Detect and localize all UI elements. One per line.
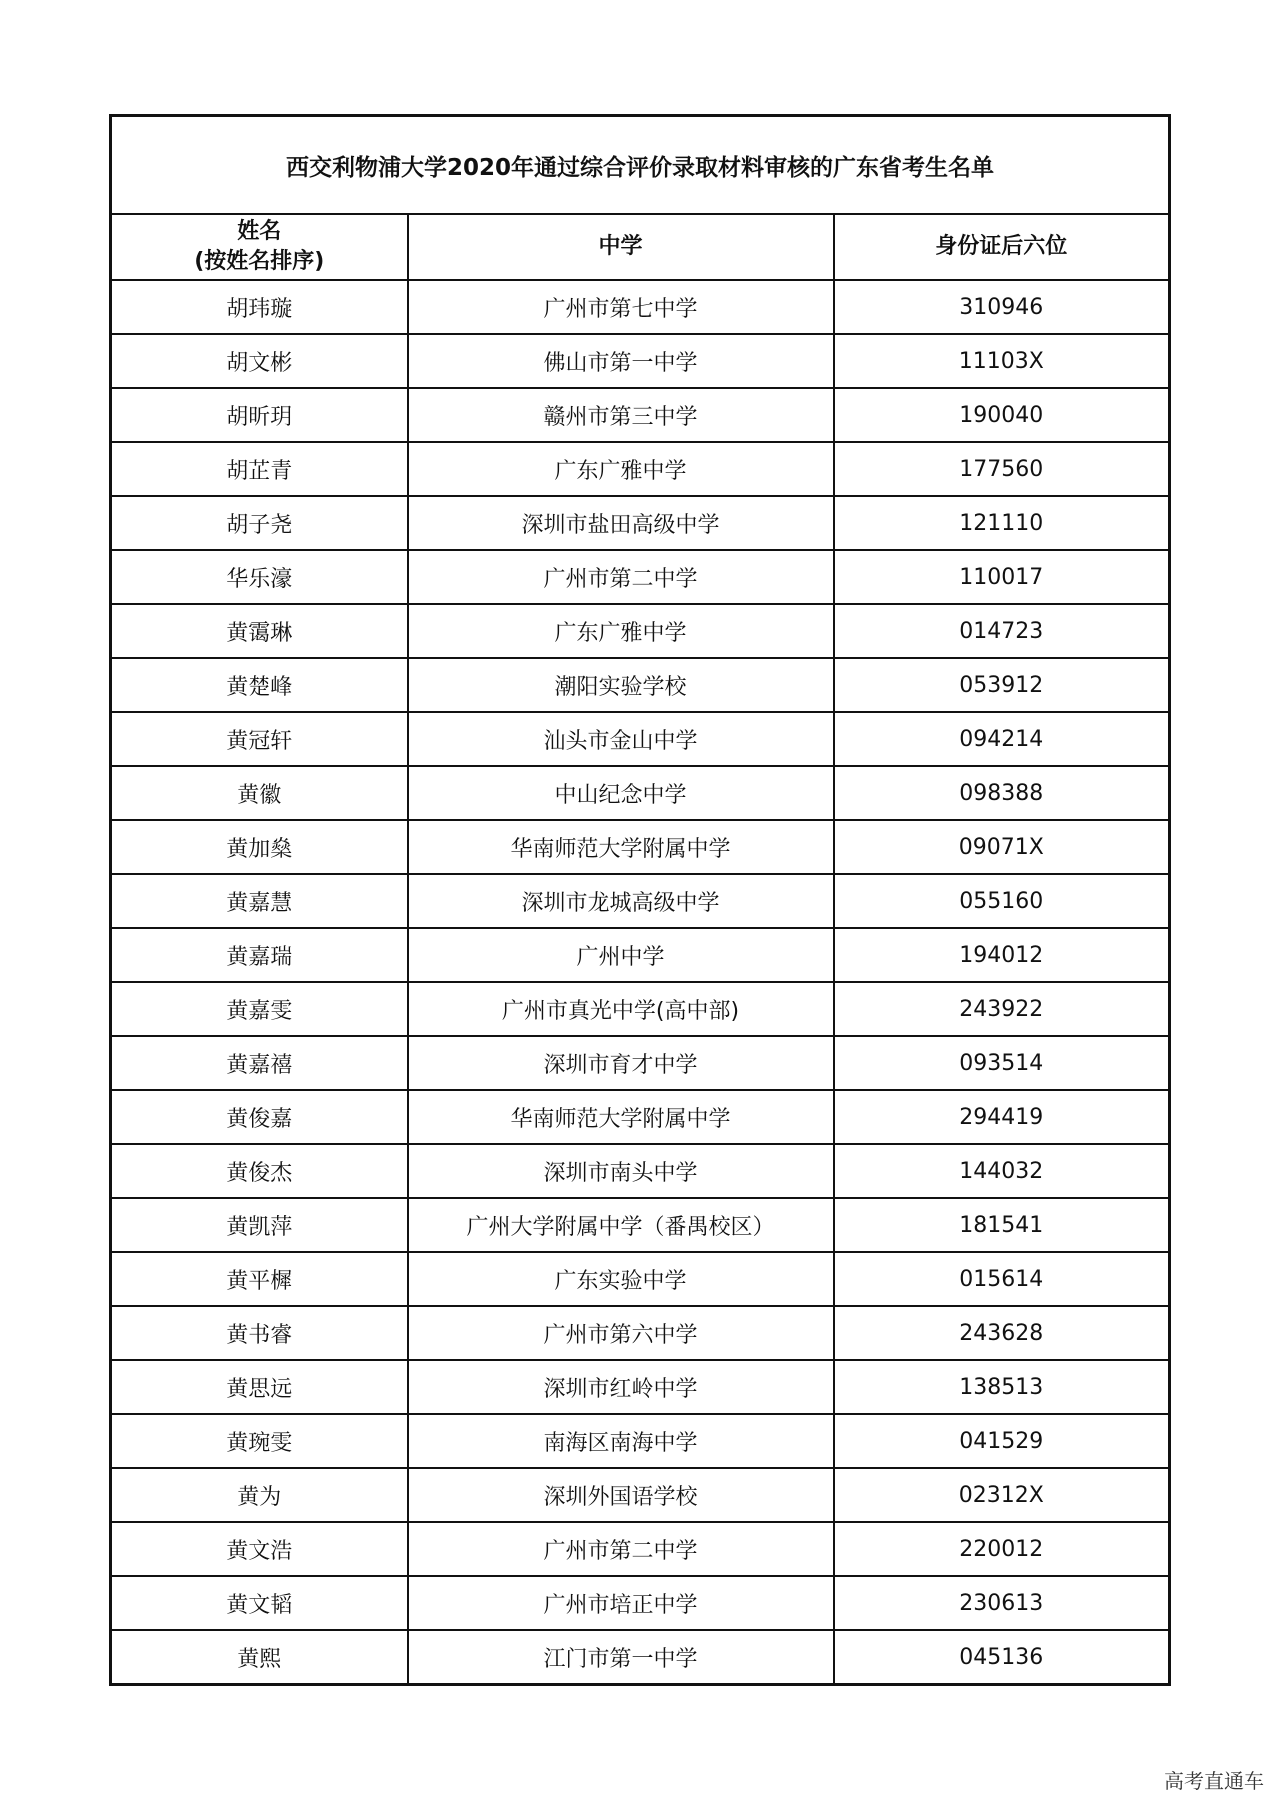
cell-name: 黄冠轩 [111,712,408,766]
cell-name: 黄嘉禧 [111,1036,408,1090]
cell-name: 黄文韬 [111,1576,408,1630]
table-row [111,982,1170,1036]
cell-id: 144032 [834,1144,1170,1198]
cell-id: 190040 [834,388,1170,442]
table-row [111,1144,1170,1198]
cell-name: 黄加燊 [111,820,408,874]
table-row [111,1198,1170,1252]
cell-name: 黄凯萍 [111,1198,408,1252]
cell-name: 黄平樨 [111,1252,408,1306]
cell-school: 广州市第二中学 [408,1522,834,1576]
cell-school: 广州市培正中学 [408,1576,834,1630]
cell-name: 黄俊嘉 [111,1090,408,1144]
header-row [111,214,1170,280]
header-name [111,214,408,280]
cell-school: 广东广雅中学 [408,604,834,658]
cell-name: 黄书睿 [111,1306,408,1360]
cell-school: 广州中学 [408,928,834,982]
cell-id: 181541 [834,1198,1170,1252]
cell-name: 黄楚峰 [111,658,408,712]
cell-school: 广州市第二中学 [408,550,834,604]
table-row [111,496,1170,550]
watermark: 高考直通车 [1164,1769,1264,1793]
cell-school: 广州市真光中学(高中部) [408,982,834,1036]
cell-school: 深圳市龙城高级中学 [408,874,834,928]
cell-school: 广州市第七中学 [408,280,834,334]
cell-id: 094214 [834,712,1170,766]
table-row [111,442,1170,496]
cell-id: 09071X [834,820,1170,874]
cell-school: 深圳市盐田高级中学 [408,496,834,550]
cell-name: 胡子尧 [111,496,408,550]
header-name-line2: (按姓名排序) [194,249,325,274]
table-row [111,1360,1170,1414]
header-name-line1: 姓名 [237,219,282,244]
cell-id: 093514 [834,1036,1170,1090]
header-id-last6: 身份证后六位 [834,214,1170,280]
table-row [111,1522,1170,1576]
cell-id: 194012 [834,928,1170,982]
cell-school: 汕头市金山中学 [408,712,834,766]
cell-id: 015614 [834,1252,1170,1306]
cell-school: 华南师范大学附属中学 [408,820,834,874]
cell-name: 黄嘉慧 [111,874,408,928]
cell-school: 深圳市红岭中学 [408,1360,834,1414]
table-row [111,1036,1170,1090]
cell-id: 310946 [834,280,1170,334]
table-row [111,334,1170,388]
cell-id: 121110 [834,496,1170,550]
cell-id: 041529 [834,1414,1170,1468]
cell-school: 华南师范大学附属中学 [408,1090,834,1144]
table-row [111,604,1170,658]
table-row [111,1468,1170,1522]
table-row [111,820,1170,874]
cell-name: 华乐濠 [111,550,408,604]
cell-id: 243922 [834,982,1170,1036]
table-row [111,1576,1170,1630]
table-row [111,388,1170,442]
cell-id: 053912 [834,658,1170,712]
cell-id: 11103X [834,334,1170,388]
cell-school: 深圳市育才中学 [408,1036,834,1090]
cell-name: 胡昕玥 [111,388,408,442]
cell-id: 045136 [834,1630,1170,1685]
cell-id: 098388 [834,766,1170,820]
table-row [111,712,1170,766]
cell-school: 深圳市南头中学 [408,1144,834,1198]
table-row [111,874,1170,928]
cell-id: 110017 [834,550,1170,604]
table-row [111,928,1170,982]
cell-school: 赣州市第三中学 [408,388,834,442]
header-school: 中学 [408,214,834,280]
cell-id: 055160 [834,874,1170,928]
table-row [111,766,1170,820]
cell-id: 220012 [834,1522,1170,1576]
cell-school: 广州市第六中学 [408,1306,834,1360]
cell-school: 广东广雅中学 [408,442,834,496]
cell-school: 广东实验中学 [408,1252,834,1306]
cell-name: 胡芷青 [111,442,408,496]
table-row [111,550,1170,604]
cell-id: 02312X [834,1468,1170,1522]
table-row [111,1306,1170,1360]
table-body [111,280,1170,1685]
cell-name: 胡玮璇 [111,280,408,334]
table-row [111,658,1170,712]
cell-name: 黄琬雯 [111,1414,408,1468]
cell-id: 177560 [834,442,1170,496]
cell-school: 广州大学附属中学（番禺校区） [408,1198,834,1252]
cell-name: 黄为 [111,1468,408,1522]
cell-name: 黄嘉瑞 [111,928,408,982]
cell-school: 潮阳实验学校 [408,658,834,712]
cell-id: 230613 [834,1576,1170,1630]
table-row [111,1090,1170,1144]
cell-school: 佛山市第一中学 [408,334,834,388]
cell-name: 胡文彬 [111,334,408,388]
cell-id: 014723 [834,604,1170,658]
table-row [111,280,1170,334]
cell-name: 黄文浩 [111,1522,408,1576]
cell-school: 深圳外国语学校 [408,1468,834,1522]
cell-school: 南海区南海中学 [408,1414,834,1468]
cell-name: 黄思远 [111,1360,408,1414]
cell-name: 黄嘉雯 [111,982,408,1036]
cell-id: 138513 [834,1360,1170,1414]
cell-id: 243628 [834,1306,1170,1360]
cell-school: 中山纪念中学 [408,766,834,820]
table-row [111,1630,1170,1685]
cell-id: 294419 [834,1090,1170,1144]
title-row [111,116,1170,215]
table-row [111,1414,1170,1468]
cell-school: 江门市第一中学 [408,1630,834,1685]
cell-name: 黄熙 [111,1630,408,1685]
admission-list-table [109,114,1171,1686]
document-title: 西交利物浦大学2020年通过综合评价录取材料审核的广东省考生名单 [111,116,1170,215]
table-row [111,1252,1170,1306]
cell-name: 黄俊杰 [111,1144,408,1198]
cell-name: 黄徽 [111,766,408,820]
cell-name: 黄霭琳 [111,604,408,658]
